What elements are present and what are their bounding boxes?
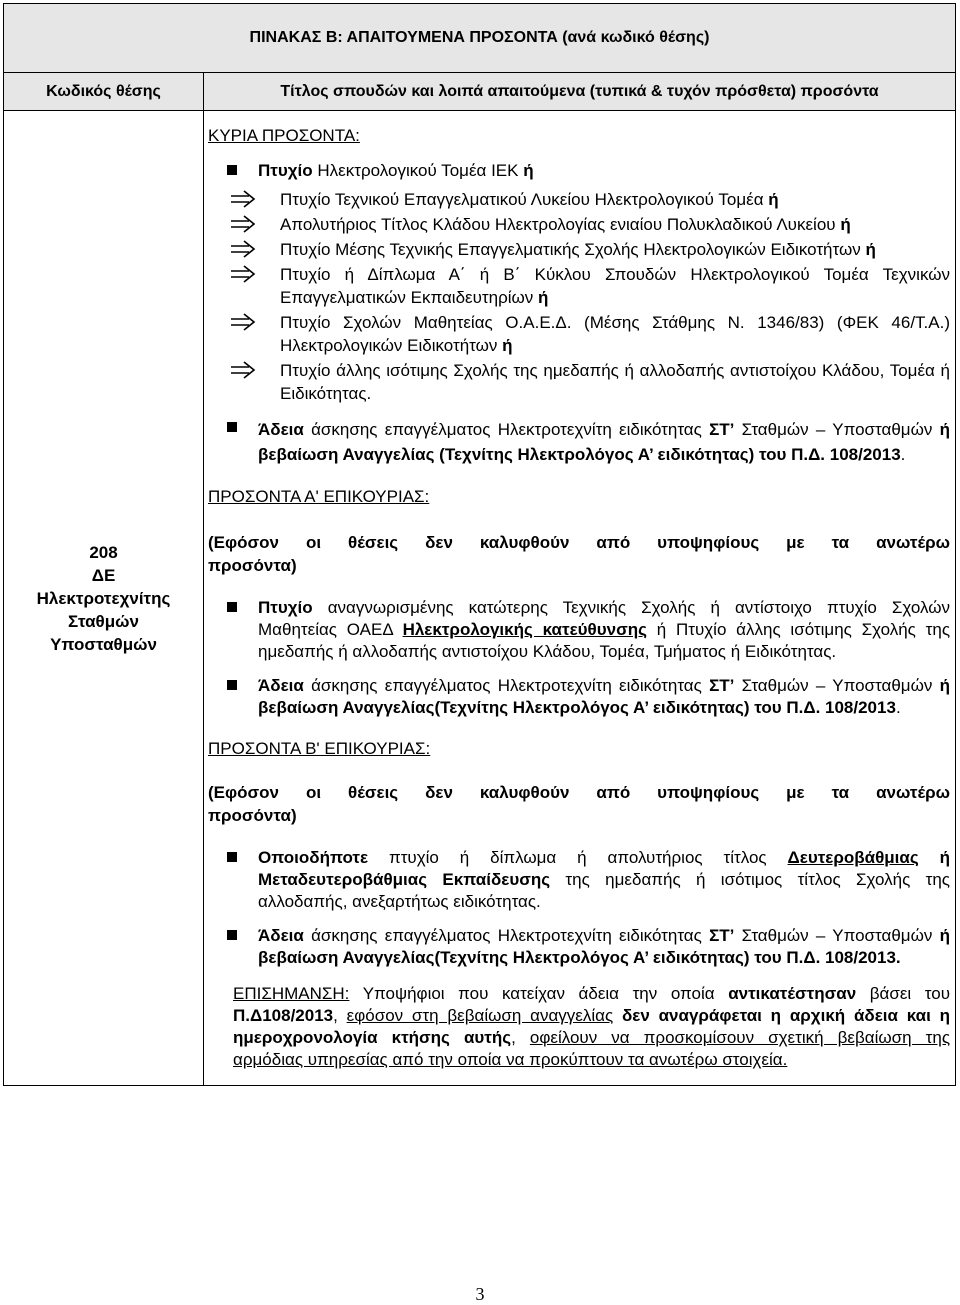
episimansi-label: ΕΠΙΣΗΜΑΝΣΗ: [233,984,350,1003]
text: άσκησης επαγγέλματος Ηλεκτροτεχνίτη ειδικότητας [303,926,710,945]
bold-text: Πτυχίο [258,161,313,180]
underlined-text: εφόσον στη βεβαίωση αναγγελίας [346,1006,614,1025]
text: Πτυχίο Τεχνικού Επαγγελματικού Λυκείου Ηλεκτρολογικού Τομέα [280,190,769,209]
underlined-text: οφείλουν να προσκομίσουν σχετική βεβαίωση της αρμόδιας υπηρεσίας από την οποία να προκύπτουν τα ανωτέρω στοιχεία. [233,1028,951,1069]
table-title: ΠΙΝΑΚΑΣ Β: ΑΠΑΙΤΟΥΜΕΝΑ ΠΡΟΣΟΝΤΑ (ανά κωδικό θέσης) [4,4,956,73]
text: πτυχίο ή δίπλωμα ή απολυτήριος τίτλος [368,848,788,867]
text: , [511,1028,530,1047]
position-code-cell [4,111,204,1086]
double-arrow-icon [229,359,257,381]
column-header-code: Κωδικός θέσης [4,73,204,111]
aux-b-bullet-license [258,925,950,969]
text: ή Πτυχίο άλλης ισότιμης Σχολής της ημεδαπής ή αλλοδαπής αντιστοίχου Κλάδου, Τομέα, Τμήματος ή Ειδικότητας. [258,620,951,661]
requirements-table [3,3,956,1086]
note-line: (Εφόσον οι θέσεις δεν καλυφθούν από υποψηφίους με τα ανωτέρω [208,533,951,552]
text: Απολυτήριος Τίτλος Κλάδου Ηλεκτρολογίας ενιαίου Πολυκλαδικού Λυκείου [280,215,841,234]
main-arrow-item [280,188,950,211]
bold-text: Άδεια [258,676,304,695]
or-text: ή [865,240,876,259]
bold-underlined-text: Ηλεκτρολογικής κατεύθυνσης [402,620,647,639]
text: βάσει του [856,984,951,1003]
aux-b-bullet-degree [258,847,950,913]
aux-a-heading: ΠΡΟΣΟΝΤΑ Α' ΕΠΙΚΟΥΡΙΑΣ: [208,487,430,506]
double-arrow-icon [229,263,257,285]
table-row [4,111,956,1086]
main-arrow-item [280,213,950,236]
text: Πτυχίο άλλης ισότιμης Σχολής της ημεδαπής ή αλλοδαπής αντιστοίχου Κλάδου, Τομέα ή Ειδικότητας. [280,361,951,403]
text: άσκησης επαγγέλματος Ηλεκτροτεχνίτη ειδικότητας [303,676,710,695]
position-name-line2: Σταθμών [68,611,139,631]
bold-text: ΣΤ’ [709,420,735,439]
bold-text: ή Μεταδευτεροβάθμιας Εκπαίδευσης [258,848,951,889]
main-arrow-item [280,238,950,261]
position-type: ΔΕ [91,565,116,585]
text: , [333,1006,347,1025]
text: . [900,445,906,464]
note-line: προσόντα) [208,806,297,825]
or-text: ή [768,190,779,209]
position-code: 208 [89,542,118,562]
text: Πτυχίο ή Δίπλωμα Α΄ ή Β΄ Κύκλου Σπουδών Ηλεκτρολογικού Τομέα Τεχνικών Επαγγελματικών Εκπαιδευτηρίων [280,265,951,307]
bold-text: Άδεια [258,926,304,945]
text: Υποψήφιοι που κατείχαν άδεια την οποία [349,984,729,1003]
page-number: 3 [475,1284,485,1304]
bold-text: ή βεβαίωση Αναγγελίας(Τεχνίτης Ηλεκτρολόγος Α’ ειδικότητας) του Π.Δ. 108/2013 [258,676,951,717]
double-arrow-icon [229,311,257,333]
bold-text: Π.Δ108/2013 [233,1006,334,1025]
or-text: ή [840,215,851,234]
main-arrow-item [280,311,950,357]
bold-text: ή βεβαίωση Αναγγελίας(Τεχνίτης Ηλεκτρολόγος Α’ ειδικότητας) του Π.Δ. 108/2013. [258,926,951,967]
main-qualifications-heading: ΚΥΡΙΑ ΠΡΟΣΟΝΤΑ: [208,126,360,145]
text: . [895,698,901,717]
text [613,1006,622,1025]
aux-b-note [208,781,950,827]
episimansi-note [233,983,950,1071]
position-name-line3: Υποσταθμών [50,634,157,654]
aux-a-bullet-license [258,675,950,719]
text: αναγνωρισμένης κατώτερης Τεχνικής Σχολής ή αντίστοιχο πτυχίο Σχολών Μαθητείας ΟΑΕΔ [258,598,951,639]
bold-text: ΣΤ’ [709,676,735,695]
column-header-title: Τίτλος σπουδών και λοιπά απαιτούμενα (τυπικά & τυχόν πρόσθετα) προσόντα [204,73,956,111]
bold-text: Άδεια [258,420,304,439]
note-line: (Εφόσον οι θέσεις δεν καλυφθούν από υποψηφίους με τα ανωτέρω [208,783,951,802]
aux-a-bullet-degree [258,597,950,663]
table-title-row [4,4,956,73]
main-arrow-list [208,188,950,405]
aux-a-list [208,597,950,719]
aux-b-list [208,847,950,969]
qualifications-cell [204,111,956,1086]
table-header-row [4,73,956,111]
bold-text: Πτυχίο [258,598,313,617]
main-arrow-item [280,263,950,309]
text: Πτυχίο Μέσης Τεχνικής Επαγγελματικής Σχολής Ηλεκτρολογικών Ειδικοτήτων [280,240,866,259]
main-bullet-list [208,160,950,182]
bold-underlined-text: Δευτεροβάθμιας [787,848,919,867]
note-line: προσόντα) [208,556,297,575]
main-bullet-license [258,417,950,467]
bold-text: αντικατέστησαν [728,984,857,1003]
position-name-line1: Ηλεκτροτεχνίτης [36,588,171,608]
main-bullet-iek [258,160,950,182]
bold-text: Οποιοδήποτε [258,848,369,867]
double-arrow-icon [229,238,257,260]
bold-text: δεν αναγράφεται η αρχική άδεια και η ημερoχρονολογία κτήσης αυτής [233,1006,951,1047]
bold-text: ΣΤ’ [709,926,735,945]
main-arrow-item [280,359,950,405]
or-text: ή [502,336,513,355]
or-text: ή [538,288,549,307]
double-arrow-icon [229,213,257,235]
text: Ηλεκτρολογικού Τομέα ΙΕΚ [312,161,524,180]
bold-text: ή βεβαίωση Αναγγελίας (Τεχνίτης Ηλεκτρολόγος Α’ ειδικότητας) του Π.Δ. 108/2013 [258,420,951,464]
text: Σταθμών – Υποσταθμών [734,420,940,439]
or-text: ή [523,161,534,180]
aux-a-note [208,531,950,577]
aux-b-heading: ΠΡΟΣΟΝΤΑ Β' ΕΠΙΚΟΥΡΙΑΣ: [208,739,431,758]
text: Πτυχίο Σχολών Μαθητείας Ο.Α.Ε.Δ. (Μέσης Στάθμης Ν. 1346/83) (ΦΕΚ 46/Τ.Α.) Ηλεκτρολογικών Ειδικοτήτων [280,313,951,355]
text: Σταθμών – Υποσταθμών [734,926,940,945]
main-license-list [208,417,950,467]
text: άσκησης επαγγέλματος Ηλεκτροτεχνίτη ειδικότητας [303,420,710,439]
text: Σταθμών – Υποσταθμών [734,676,940,695]
double-arrow-icon [229,188,257,210]
text: της ημεδαπής ή ισότιμος τίτλος Σχολής της αλλοδαπής, ανεξαρτήτως ειδικότητας. [258,870,951,911]
text [919,848,940,867]
